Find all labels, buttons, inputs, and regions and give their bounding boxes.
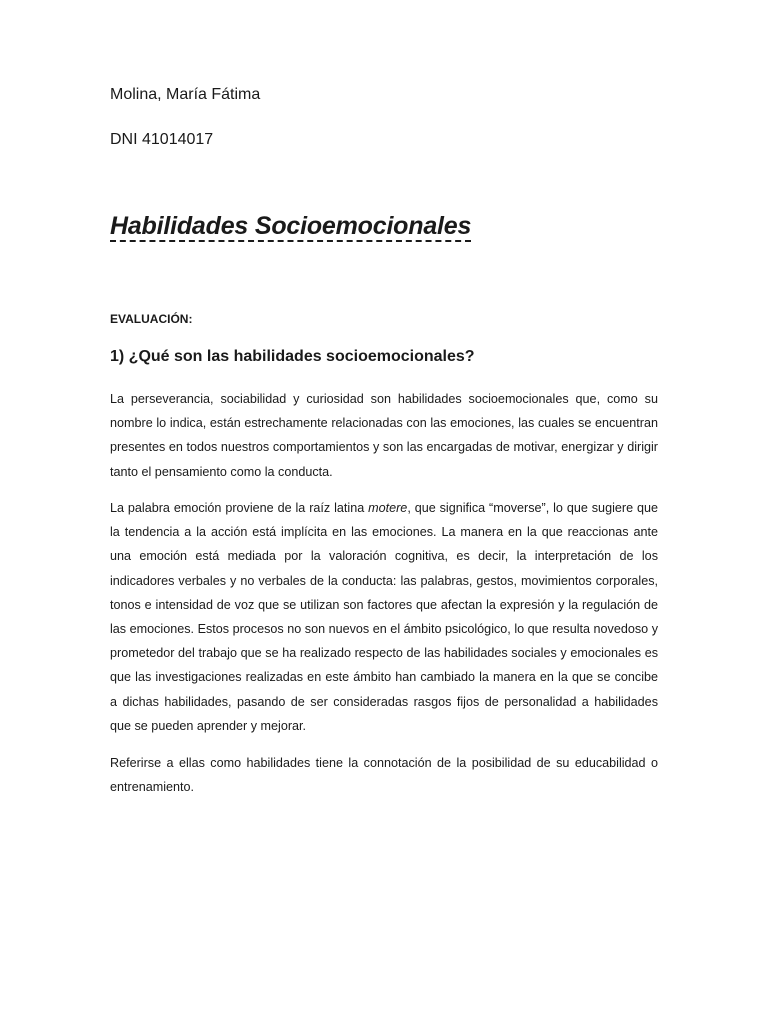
question-heading: 1) ¿Qué son las habilidades socioemocionales? <box>110 348 475 365</box>
paragraph-2 <box>110 496 658 738</box>
paragraph-2-text-start: La palabra emoción proviene de la raíz latina <box>110 501 369 515</box>
paragraph-3: Referirse a ellas como habilidades tiene la connotación de la posibilidad de su educabilidad o entrenamiento. <box>110 756 658 795</box>
latin-word: motere <box>368 501 408 515</box>
document-title: Habilidades Socioemocionales <box>110 212 472 240</box>
author-dni: DNI 41014017 <box>110 131 214 148</box>
section-label: EVALUACIÓN: <box>110 312 193 326</box>
paragraph-2-text-end: , que significa “moverse”, lo que sugiere que la tendencia a la acción está implícita en las emociones. La manera en la que reaccionas ante una emoción está mediada por la valoración cognitiva, es decir, la interpretación de los indicadores verbales y no verbales de la conducta: las palabras, gestos, movimientos corporales, tonos e intensidad de voz que se utilizan son factores que afectan la expresión y la regulación de las emociones. Estos procesos no son nuevos en el ámbito psicológico, lo que resulta novedoso y prometedor del trabajo que se ha realizado respecto de las habilidades sociales y emocionales es que las investigaciones realizadas en este ámbito han cambiado la manera en la que se concibe a dichas habilidades, pasando de ser consideradas rasgos fijos de personalidad a habilidades que se pueden aprender y mejorar. <box>110 501 658 733</box>
paragraph-1: La perseverancia, sociabilidad y curiosidad son habilidades socioemocionales que, como su nombre lo indica, están estrechamente relacionadas con las emociones, las cuales se encuentran presentes en todos nuestros comportamientos y son las encargadas de motivar, energizar y dirigir tanto el pensamiento como la conducta. <box>110 392 658 479</box>
author-name: Molina, María Fátima <box>110 86 261 103</box>
